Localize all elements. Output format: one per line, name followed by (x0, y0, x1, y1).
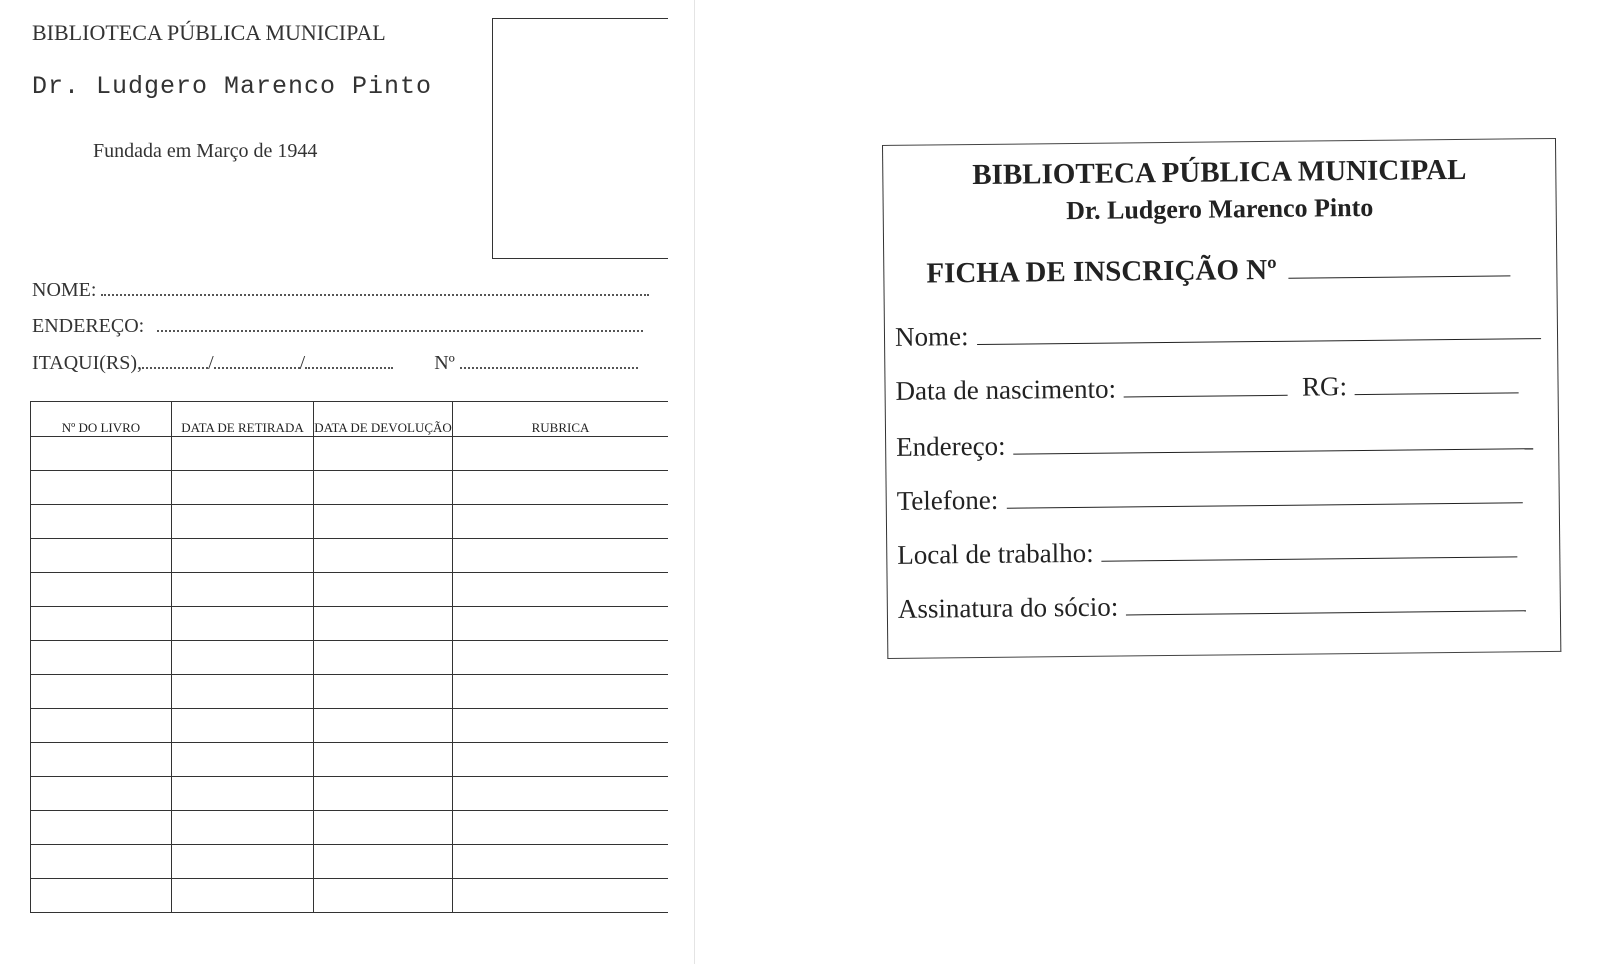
numero-dotted-line (460, 353, 638, 369)
table-row (31, 743, 669, 777)
table-cell[interactable] (314, 573, 453, 607)
table-cell[interactable] (314, 743, 453, 777)
table-cell[interactable] (31, 811, 172, 845)
table-header-row (31, 402, 669, 437)
page-divider (694, 0, 695, 964)
nome-field[interactable] (32, 279, 649, 302)
table-cell[interactable] (31, 437, 172, 471)
nome-label: NOME: (32, 279, 97, 301)
table-cell[interactable] (314, 675, 453, 709)
day-dots (142, 353, 208, 369)
header-book-number: Nº DO LIVRO (31, 402, 172, 437)
table-cell[interactable] (314, 641, 453, 675)
trabalho-label: Local de trabalho: (897, 537, 1094, 570)
table-cell[interactable] (172, 879, 314, 913)
table-cell[interactable] (31, 743, 172, 777)
table-cell[interactable] (453, 505, 669, 539)
table-cell[interactable] (172, 505, 314, 539)
table-cell[interactable] (172, 437, 314, 471)
assinatura-label: Assinatura do sócio: (897, 591, 1119, 624)
nome-dotted-line (101, 280, 649, 296)
year-dots (305, 353, 393, 369)
table-cell[interactable] (314, 539, 453, 573)
photo-box (492, 18, 668, 259)
table-cell[interactable] (453, 743, 669, 777)
table-cell[interactable] (31, 471, 172, 505)
table-cell[interactable] (453, 641, 669, 675)
endereco-label: Endereço: (896, 430, 1006, 462)
table-row (31, 811, 669, 845)
date-field[interactable] (32, 352, 638, 375)
table-cell[interactable] (314, 845, 453, 879)
numero-label: Nº (434, 352, 455, 374)
table-cell[interactable] (31, 675, 172, 709)
table-cell[interactable] (31, 709, 172, 743)
endereco-dotted-line (157, 316, 643, 332)
table-cell[interactable] (172, 573, 314, 607)
table-cell[interactable] (172, 675, 314, 709)
trabalho-line (1102, 555, 1518, 561)
table-cell[interactable] (314, 777, 453, 811)
table-cell[interactable] (453, 845, 669, 879)
table-cell[interactable] (31, 505, 172, 539)
table-cell[interactable] (453, 879, 669, 913)
table-row (31, 675, 669, 709)
reg-patron-name: Dr. Ludgero Marenco Pinto (1065, 192, 1374, 226)
table-row (31, 607, 669, 641)
form-number-field[interactable] (926, 251, 1511, 290)
table-cell[interactable] (453, 709, 669, 743)
table-cell[interactable] (172, 777, 314, 811)
table-cell[interactable] (172, 471, 314, 505)
table-cell[interactable] (31, 845, 172, 879)
month-dots (214, 353, 300, 369)
table-cell[interactable] (172, 709, 314, 743)
table-row (31, 471, 669, 505)
table-cell[interactable] (172, 845, 314, 879)
nome-line (977, 337, 1541, 345)
nascimento-line (1124, 394, 1288, 398)
endereco-line (1014, 447, 1534, 454)
table-cell[interactable] (314, 607, 453, 641)
table-cell[interactable] (314, 471, 453, 505)
table-row (31, 505, 669, 539)
loan-table (30, 401, 668, 913)
table-row (31, 539, 669, 573)
city-label: ITAQUI(RS), (32, 352, 143, 374)
table-cell[interactable] (172, 641, 314, 675)
table-cell[interactable] (314, 709, 453, 743)
table-cell[interactable] (31, 641, 172, 675)
table-row (31, 777, 669, 811)
nascimento-label: Data de nascimento: (895, 373, 1117, 406)
table-cell[interactable] (314, 879, 453, 913)
table-cell[interactable] (31, 539, 172, 573)
table-cell[interactable] (31, 879, 172, 913)
endereco-label: ENDEREÇO: (32, 315, 145, 337)
table-cell[interactable] (172, 607, 314, 641)
table-row (31, 845, 669, 879)
table-cell[interactable] (172, 811, 314, 845)
table-cell[interactable] (314, 437, 453, 471)
table-cell[interactable] (453, 777, 669, 811)
table-cell[interactable] (453, 675, 669, 709)
table-cell[interactable] (453, 811, 669, 845)
rg-label: RG: (1301, 371, 1348, 402)
form-number-line (1289, 274, 1511, 278)
telefone-field[interactable] (897, 479, 1523, 517)
registration-card (882, 138, 1561, 659)
assinatura-line (1126, 609, 1526, 615)
form-title: FICHA DE INSCRIÇÃO Nº (926, 253, 1277, 290)
telefone-line (1006, 501, 1522, 508)
patron-name: Dr. Ludgero Marenco Pinto (32, 72, 433, 101)
founded-text: Fundada em Março de 1944 (93, 140, 318, 162)
rg-line (1355, 391, 1519, 395)
table-cell[interactable] (31, 607, 172, 641)
table-cell[interactable] (31, 777, 172, 811)
reg-library-name: BIBLIOTECA PÚBLICA MUNICIPAL (972, 153, 1467, 192)
birth-rg-field[interactable] (895, 369, 1519, 407)
table-cell[interactable] (453, 471, 669, 505)
table-row (31, 573, 669, 607)
table-cell[interactable] (314, 811, 453, 845)
table-cell[interactable] (453, 607, 669, 641)
table-cell[interactable] (31, 573, 172, 607)
table-cell[interactable] (172, 539, 314, 573)
table-cell[interactable] (453, 573, 669, 607)
nome-label: Nome: (894, 321, 969, 352)
library-name: BIBLIOTECA PÚBLICA MUNICIPAL (32, 20, 386, 45)
date-separator: / (299, 352, 306, 374)
table-row (31, 437, 669, 471)
date-separator: / (208, 352, 214, 374)
table-cell[interactable] (314, 505, 453, 539)
header-withdrawal-date: DATA DE RETIRADA (172, 402, 314, 437)
nome-field[interactable] (895, 315, 1541, 353)
table-cell[interactable] (453, 437, 669, 471)
table-row (31, 641, 669, 675)
table-cell[interactable] (172, 743, 314, 777)
endereco-field[interactable] (32, 315, 643, 338)
table-row (31, 709, 669, 743)
telefone-label: Telefone: (896, 484, 999, 516)
trabalho-field[interactable] (897, 533, 1518, 570)
header-signature: RUBRICA (453, 402, 669, 437)
endereco-field[interactable] (896, 425, 1534, 463)
table-row (31, 879, 669, 913)
assinatura-field[interactable] (898, 587, 1527, 625)
header-return-date: DATA DE DEVOLUÇÃO (314, 402, 453, 437)
table-cell[interactable] (453, 539, 669, 573)
